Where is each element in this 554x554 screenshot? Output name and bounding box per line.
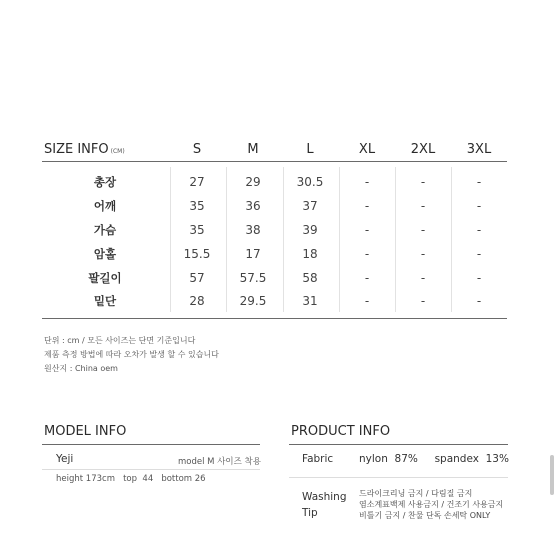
size-cell: -: [476, 175, 482, 189]
size-cell: 57.5: [239, 271, 267, 285]
size-cell: 29.5: [239, 294, 267, 308]
size-cell: -: [476, 247, 482, 261]
model-name: Yeji: [56, 453, 74, 465]
size-cell: 36: [245, 199, 261, 213]
size-cell: -: [420, 294, 426, 308]
washing-label-1: Washing: [302, 491, 347, 503]
size-row-label: 밑단: [93, 294, 117, 308]
size-info-unit: (CM): [110, 148, 125, 155]
washing-label-2: Tip: [302, 507, 318, 519]
size-cell: -: [364, 199, 370, 213]
size-cell: 31: [302, 294, 318, 308]
size-info-title-text: SIZE INFO: [44, 142, 109, 157]
size-col-3xl: 3XL: [466, 142, 492, 157]
size-row-label: 팔길이: [88, 271, 122, 285]
size-cell: 58: [302, 271, 318, 285]
washing-line-2: 염소계표백제 사용금지 / 건조기 사용금지: [359, 500, 504, 509]
size-cell: -: [420, 223, 426, 237]
size-cell: -: [476, 294, 482, 308]
size-cell: 17: [245, 247, 261, 261]
model-info-title: MODEL INFO: [44, 424, 127, 439]
size-cell: 57: [189, 271, 205, 285]
size-col-l: L: [306, 142, 314, 157]
size-cell: -: [476, 223, 482, 237]
col-separator: [451, 167, 452, 312]
product-info-title: PRODUCT INFO: [291, 424, 391, 439]
size-cell: -: [364, 294, 370, 308]
size-table-top-rule: [42, 161, 507, 162]
size-row-label: 가슴: [93, 223, 117, 237]
size-col-xl: XL: [358, 142, 376, 157]
size-row-label: 암홀: [93, 247, 117, 261]
size-cell: 27: [189, 175, 205, 189]
size-col-s: S: [192, 142, 202, 157]
size-info-title: [44, 142, 125, 157]
size-cell: -: [420, 247, 426, 261]
model-measurements: height 173cm top 44 bottom 26: [56, 474, 206, 484]
note-unit: 단위 : cm / 모든 사이즈는 단면 기준입니다: [44, 336, 196, 345]
product-info-rule: [289, 444, 508, 445]
col-separator: [226, 167, 227, 312]
model-fit: model M 사이즈 착용: [178, 457, 261, 467]
size-cell: 39: [302, 223, 318, 237]
washing-line-1: 드라이크리닝 금지 / 다림질 금지: [359, 489, 473, 498]
scrollbar-thumb[interactable]: [550, 455, 554, 495]
col-separator: [339, 167, 340, 312]
fabric-values: nylon 87% spandex 13%: [359, 453, 509, 465]
size-cell: -: [364, 175, 370, 189]
size-col-m: M: [247, 142, 259, 157]
size-col-2xl: 2XL: [410, 142, 436, 157]
size-cell: 37: [302, 199, 318, 213]
size-cell: -: [364, 223, 370, 237]
note-measure: 제품 측정 방법에 따라 오차가 발생 할 수 있습니다: [44, 350, 219, 359]
size-cell: 18: [302, 247, 318, 261]
size-cell: 29: [245, 175, 261, 189]
size-cell: 28: [189, 294, 205, 308]
size-cell: -: [364, 271, 370, 285]
size-cell: 30.5: [296, 175, 324, 189]
washing-line-3: 비틀기 금지 / 찬물 단독 손세탁 ONLY: [359, 511, 491, 520]
size-cell: 35: [189, 223, 205, 237]
col-separator: [170, 167, 171, 312]
product-info-divider: [289, 477, 508, 478]
size-cell: -: [476, 199, 482, 213]
size-row-label: 총장: [93, 175, 117, 189]
size-cell: -: [420, 199, 426, 213]
model-info-divider: [42, 469, 260, 470]
size-cell: 35: [189, 199, 205, 213]
size-cell: -: [420, 175, 426, 189]
col-separator: [283, 167, 284, 312]
size-cell: -: [420, 271, 426, 285]
size-cell: 38: [245, 223, 261, 237]
fabric-label: Fabric: [302, 453, 334, 465]
size-cell: -: [476, 271, 482, 285]
model-info-rule: [42, 444, 260, 445]
size-cell: 15.5: [183, 247, 211, 261]
size-cell: -: [364, 247, 370, 261]
size-table-bottom-rule: [42, 318, 507, 319]
note-origin: 원산지 : China oem: [44, 364, 118, 373]
size-row-label: 어깨: [93, 199, 117, 213]
col-separator: [395, 167, 396, 312]
